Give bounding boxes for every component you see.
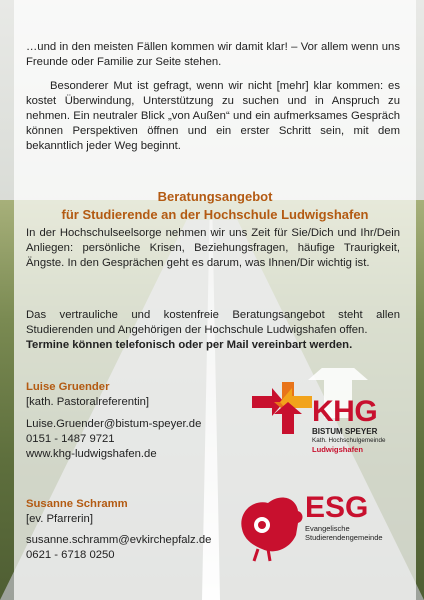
- intro-text-2: Besonderer Mut ist gefragt, wenn wir nicht [mehr] klar kommen: es kostet Überwindung, Unterstützung zu suchen und in Anspruch zu nehmen. Ein neutraler Blick „von Außen“ und ein aufmerksames Gespräch können Perspektiven öffnen und ein erster Schritt sein, mit dem bekanntlich jeder Weg beginnt.: [26, 80, 400, 152]
- contact-1-name: Luise Gruender: [26, 381, 110, 393]
- esg-logo-text: [305, 492, 383, 542]
- offer-paragraph: [26, 226, 400, 271]
- esg-line-1: Evangelische: [305, 524, 350, 533]
- contact-1-details: [26, 417, 201, 462]
- contact-2-phone: 0621 - 6718 0250: [26, 549, 115, 561]
- contact-1-email[interactable]: Luise.Gruender@bistum-speyer.de: [26, 418, 202, 430]
- khg-line-2: Kath. Hochschulgemeinde: [312, 437, 386, 444]
- intro-paragraph-1: [26, 40, 400, 70]
- khg-line-3: Ludwigshafen: [312, 445, 364, 454]
- heading-line-2: für Studierende an der Hochschule Ludwigshafen: [61, 207, 369, 222]
- contact-1-header: [26, 380, 149, 410]
- intro-text-1: …und in den meisten Fällen kommen wir damit klar! – Vor allem wenn uns Freunde oder Familie zur Seite stehen.: [26, 41, 400, 68]
- offer-text: In der Hochschulseelsorge nehmen wir uns Zeit für Sie/Dich und Ihr/Dein Anliegen: persönliche Krisen, Beziehungsfragen, häufige Traurigkeit, Ängste. In den Gesprächen geht es darum, was Ihnen/Dir wichtig ist.: [26, 227, 400, 269]
- appointment-note: Termine können telefonisch oder per Mail vereinbart werden.: [26, 339, 353, 351]
- intro-paragraph-2: [26, 79, 400, 154]
- heading-line-1: Beratungsangebot: [157, 189, 273, 204]
- availability-paragraph: [26, 308, 400, 353]
- contact-1-role: [kath. Pastoralreferentin]: [26, 396, 150, 408]
- esg-title: ESG: [305, 491, 369, 524]
- contact-2-role: [ev. Pfarrerin]: [26, 513, 93, 525]
- contact-2-details: [26, 533, 211, 563]
- khg-line-1: BISTUM SPEYER: [312, 427, 378, 436]
- contact-2-name: Susanne Schramm: [26, 498, 128, 510]
- availability-text: Das vertrauliche und kostenfreie Beratungsangebot steht allen Studierenden und Angehörigen der Hochschule Ludwigshafen offen.: [26, 309, 400, 336]
- esg-line-2: Studierendengemeinde: [305, 533, 383, 542]
- khg-cross-arrows-icon: [252, 382, 312, 434]
- offer-heading: [14, 188, 416, 224]
- contact-1-website[interactable]: www.khg-ludwigshafen.de: [26, 448, 157, 460]
- contact-1-phone: 0151 - 1487 9721: [26, 433, 115, 445]
- contact-2-header: [26, 497, 128, 527]
- contact-2-email[interactable]: susanne.schramm@evkirchepfalz.de: [26, 534, 212, 546]
- khg-logo-text: [312, 397, 407, 455]
- khg-title: KHG: [312, 395, 378, 428]
